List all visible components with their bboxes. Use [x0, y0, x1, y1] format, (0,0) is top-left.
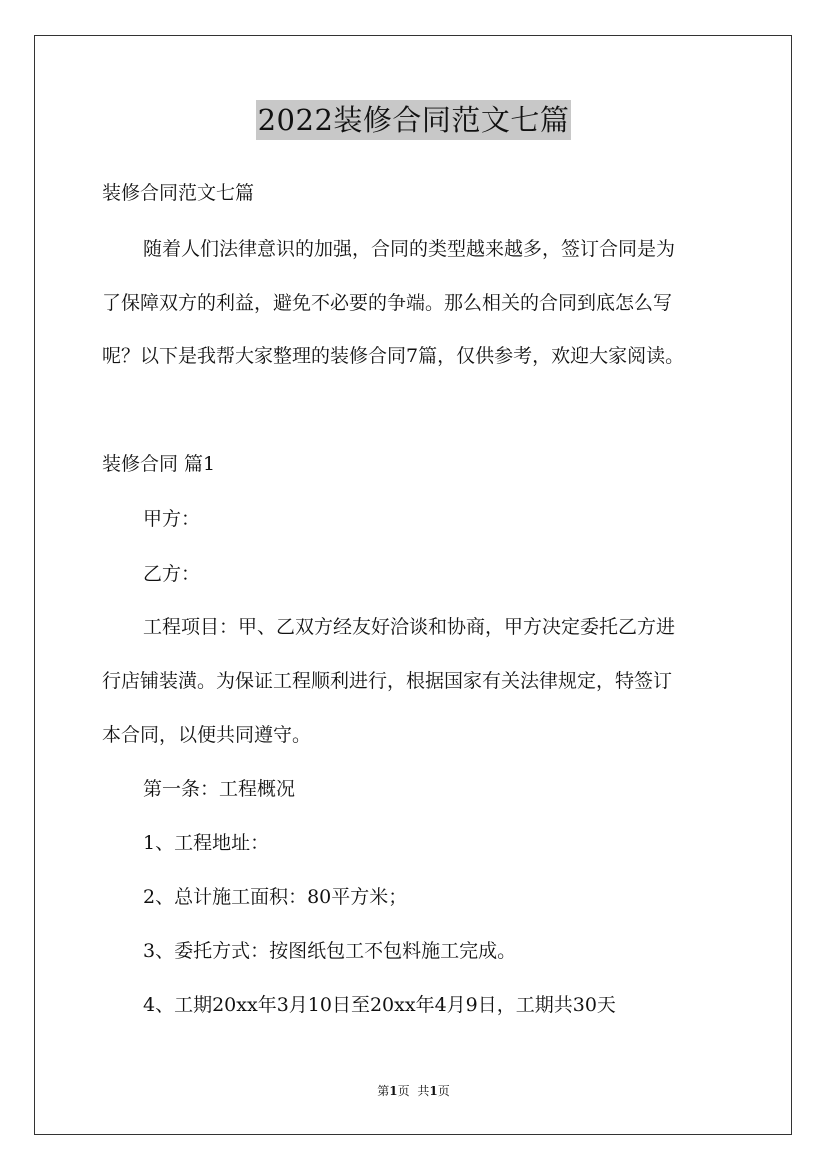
list-item-4: 4、工期20xx年3月10日至20xx年4月9日，工期共30天: [143, 994, 616, 1016]
article-1-heading: 第一条：工程概况: [143, 778, 296, 800]
section-heading: 装修合同 篇1: [102, 453, 216, 475]
title-container: [0, 100, 827, 140]
project-line-2: 行店铺装潢。为保证工程顺利进行，根据国家有关法律规定，特签订: [102, 670, 673, 692]
footer-page-number: 1: [389, 1084, 398, 1098]
intro-line-2: 了保障双方的利益，避免不必要的争端。那么相关的合同到底怎么写: [102, 292, 673, 314]
footer-total-number: 1: [429, 1084, 438, 1098]
party-a-label: 甲方：: [143, 508, 201, 530]
footer-total-prefix: 共: [417, 1084, 430, 1098]
footer-total-suffix: 页: [437, 1084, 450, 1098]
document-title: 2022装修合同范文七篇: [256, 100, 572, 140]
project-line-1: 工程项目：甲、乙双方经友好洽谈和协商，甲方决定委托乙方进: [143, 616, 676, 638]
footer-page-suffix: 页: [397, 1084, 410, 1098]
project-line-3: 本合同，以便共同遵守。: [102, 724, 312, 746]
list-item-2: 2、总计施工面积：80平方米；: [143, 886, 408, 908]
party-b-label: 乙方：: [143, 563, 201, 585]
intro-line-1: 随着人们法律意识的加强，合同的类型越来越多，签订合同是为: [143, 238, 676, 260]
list-item-3: 3、委托方式：按图纸包工不包料施工完成。: [143, 940, 517, 962]
footer-page-prefix: 第: [377, 1084, 390, 1098]
document-subtitle: 装修合同范文七篇: [102, 182, 255, 204]
intro-line-3: 呢？以下是我帮大家整理的装修合同7篇，仅供参考，欢迎大家阅读。: [102, 345, 685, 367]
list-item-1: 1、工程地址：: [143, 832, 270, 854]
page-footer: [0, 1083, 827, 1099]
